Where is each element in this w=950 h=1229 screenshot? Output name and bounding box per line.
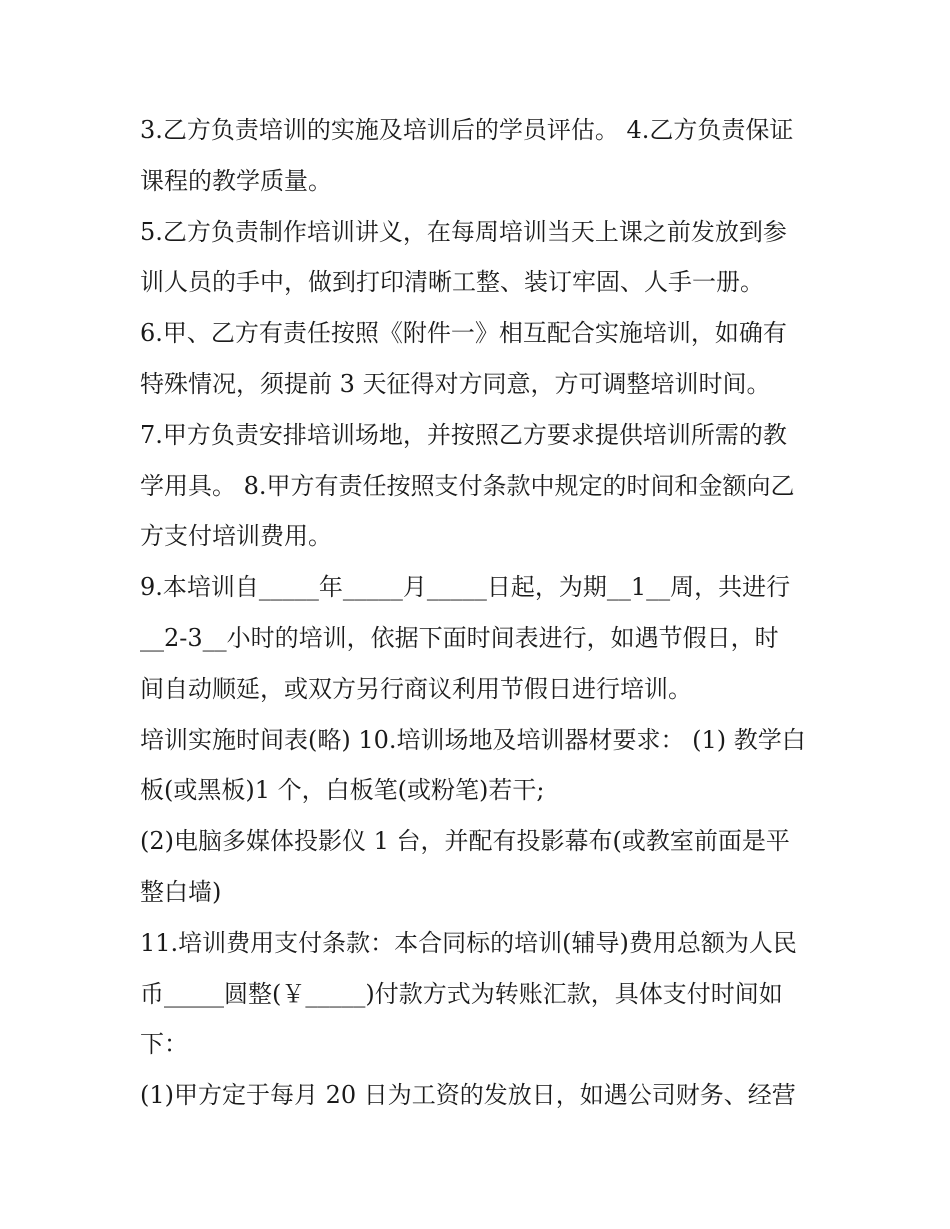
text-line: 课程的教学质量。 (140, 166, 332, 195)
document-body (140, 105, 840, 1121)
text-line: 5.乙方负责制作培训讲义，在每周培训当天上课之前发放到参 (140, 217, 787, 246)
text-line: 间自动顺延，或双方另行商议利用节假日进行培训。 (140, 674, 692, 703)
text-line: 7.甲方负责安排培训场地，并按照乙方要求提供培训所需的教 (140, 420, 787, 449)
text-line: __2-3__小时的培训，依据下面时间表进行，如遇节假日，时 (140, 623, 779, 652)
text-line: 11.培训费用支付条款：本合同标的培训(辅导)费用总额为人民 (140, 928, 797, 957)
text-line: 3.乙方负责培训的实施及培训后的学员评估。 4.乙方负责保证 (140, 116, 794, 144)
text-line: 币_____圆整(￥_____)付款方式为转账汇款，具体支付时间如 (140, 979, 783, 1008)
text-line: 下： (140, 1030, 188, 1059)
text-line: 整白墙) (140, 877, 222, 906)
text-line: 6.甲、乙方有责任按照《附件一》相互配合实施培训，如确有 (140, 319, 787, 348)
text-line: (1)甲方定于每月 20 日为工资的发放日，如遇公司财务、经营 (140, 1081, 796, 1110)
text-line: 方支付培训费用。 (140, 522, 332, 551)
text-line: (2)电脑多媒体投影仪 1 台，并配有投影幕布(或教室前面是平 (140, 827, 790, 856)
text-line: 板(或黑板)1 个，白板笔(或粉笔)若干; (140, 776, 545, 805)
text-line: 9.本培训自_____年_____月_____日起，为期__1__周，共进行 (140, 573, 791, 602)
text-line: 训人员的手中，做到打印清晰工整、装订牢固、人手一册。 (140, 268, 764, 297)
text-line: 特殊情况，须提前 3 天征得对方同意，方可调整培训时间。 (140, 369, 771, 398)
text-line: 培训实施时间表(略) 10.培训场地及培训器材要求： (1) 教学白 (140, 725, 806, 754)
text-line: 学用具。 8.甲方有责任按照支付条款中规定的时间和金额向乙 (140, 471, 795, 500)
